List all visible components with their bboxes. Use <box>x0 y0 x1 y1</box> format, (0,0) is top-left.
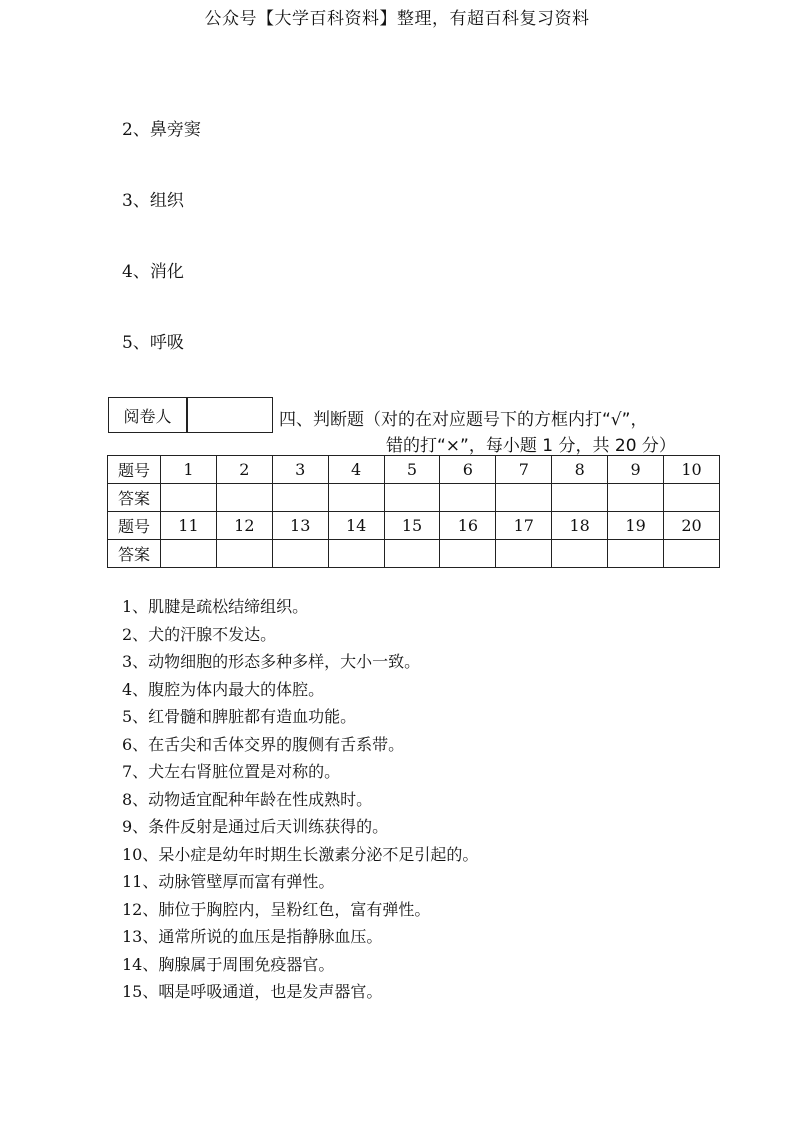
answer-cell[interactable] <box>552 540 608 568</box>
term-item: 4、消化 <box>122 262 184 282</box>
question-number: 12 <box>216 512 272 540</box>
question-number: 2 <box>216 456 272 484</box>
answer-cell[interactable] <box>216 484 272 512</box>
question-number: 15 <box>384 512 440 540</box>
section-title-continued: 错的打“×”，每小题 1 分，共 20 分） <box>386 436 676 456</box>
question-item: 1、肌腱是疏松结缔组织。 <box>122 597 309 616</box>
question-number: 9 <box>608 456 664 484</box>
question-number: 18 <box>552 512 608 540</box>
question-number: 1 <box>161 456 217 484</box>
answer-cell[interactable] <box>440 484 496 512</box>
question-number: 10 <box>664 456 720 484</box>
answer-cell[interactable] <box>216 540 272 568</box>
answer-header: 答案 <box>108 484 161 512</box>
question-item: 5、红骨髓和脾脏都有造血功能。 <box>122 707 357 726</box>
grader-box <box>108 397 273 433</box>
answer-cell[interactable] <box>608 540 664 568</box>
answer-cell[interactable] <box>552 484 608 512</box>
grader-label: 阅卷人 <box>109 398 188 432</box>
answer-cell[interactable] <box>608 484 664 512</box>
term-item: 2、鼻旁窦 <box>122 120 201 140</box>
answer-cell[interactable] <box>161 484 217 512</box>
question-number: 7 <box>496 456 552 484</box>
question-item: 6、在舌尖和舌体交界的腹侧有舌系带。 <box>122 734 405 754</box>
answer-cell[interactable] <box>328 540 384 568</box>
answer-header: 答案 <box>108 540 161 568</box>
question-number: 16 <box>440 512 496 540</box>
question-item: 9、条件反射是通过后天训练获得的。 <box>122 817 389 836</box>
section-title: 四、判断题（对的在对应题号下的方框内打“√”， <box>279 410 648 430</box>
question-item: 8、动物适宜配种年龄在性成熟时。 <box>122 789 373 809</box>
answer-cell[interactable] <box>272 484 328 512</box>
answer-row <box>108 540 720 568</box>
question-number: 5 <box>384 456 440 484</box>
answer-cell[interactable] <box>384 484 440 512</box>
question-number: 3 <box>272 456 328 484</box>
number-row <box>108 456 720 484</box>
question-item: 7、犬左右肾脏位置是对称的。 <box>122 762 341 781</box>
term-item: 3、组织 <box>122 191 184 211</box>
question-item: 3、动物细胞的形态多种多样，大小一致。 <box>122 652 421 671</box>
question-number: 6 <box>440 456 496 484</box>
question-item: 11、动脉管壁厚而富有弹性。 <box>122 872 335 891</box>
answer-row <box>108 484 720 512</box>
answer-cell[interactable] <box>496 484 552 512</box>
question-item: 10、呆小症是幼年时期生长激素分泌不足引起的。 <box>122 844 479 864</box>
answer-cell[interactable] <box>664 484 720 512</box>
question-number: 8 <box>552 456 608 484</box>
question-number: 20 <box>664 512 720 540</box>
question-number: 11 <box>161 512 217 540</box>
number-row <box>108 512 720 540</box>
answer-cell[interactable] <box>384 540 440 568</box>
question-number: 17 <box>496 512 552 540</box>
question-item: 13、通常所说的血压是指静脉血压。 <box>122 927 383 946</box>
page-header: 公众号【大学百科资料】整理，有超百科复习资料 <box>204 9 590 29</box>
question-item: 12、肺位于胸腔内，呈粉红色，富有弹性。 <box>122 899 431 919</box>
grader-signature-field[interactable] <box>188 398 272 432</box>
number-header: 题号 <box>108 456 161 484</box>
answer-cell[interactable] <box>664 540 720 568</box>
question-item: 4、腹腔为体内最大的体腔。 <box>122 679 325 699</box>
number-header: 题号 <box>108 512 161 540</box>
question-number: 14 <box>328 512 384 540</box>
answer-cell[interactable] <box>272 540 328 568</box>
question-number: 4 <box>328 456 384 484</box>
question-item: 15、咽是呼吸通道，也是发声器官。 <box>122 982 383 1001</box>
answer-cell[interactable] <box>496 540 552 568</box>
answer-cell[interactable] <box>328 484 384 512</box>
answer-cell[interactable] <box>161 540 217 568</box>
question-list <box>122 595 478 1008</box>
question-number: 19 <box>608 512 664 540</box>
term-item: 5、呼吸 <box>122 333 184 353</box>
question-number: 13 <box>272 512 328 540</box>
question-item: 14、胸腺属于周围免疫器官。 <box>122 954 335 974</box>
answer-table <box>107 455 720 568</box>
question-item: 2、犬的汗腺不发达。 <box>122 624 277 644</box>
answer-cell[interactable] <box>440 540 496 568</box>
